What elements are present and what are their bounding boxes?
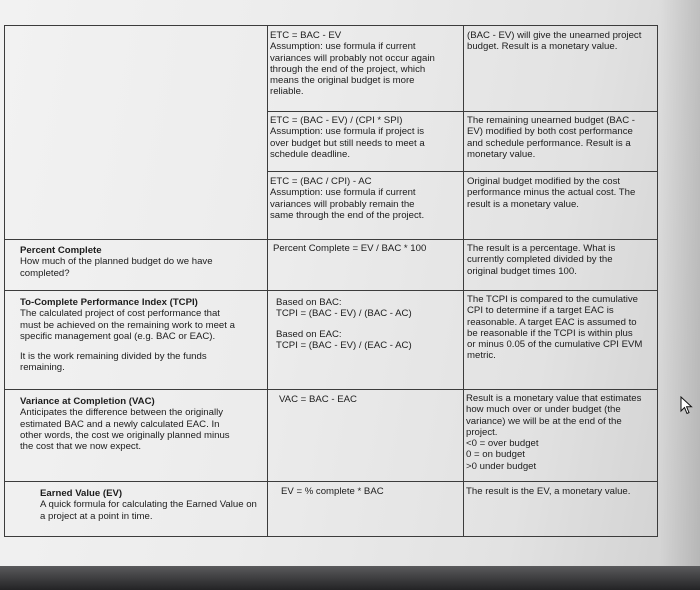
row-divider-6 (4, 481, 658, 482)
etc-assumption-line: same through the end of the project. (270, 209, 425, 221)
row-divider-1 (267, 111, 658, 112)
etc-assumption-line: variances will probably remain the (270, 198, 415, 210)
description-line: Anticipates the difference between the originally (20, 407, 224, 419)
result-line: currently completed divided by the (467, 254, 613, 266)
result-line: The result is a percentage. What is (467, 243, 616, 254)
etc-formula-3: ETC = (BAC / CPI) - AC (270, 176, 372, 187)
etc-assumption-line: reliable. (270, 86, 304, 98)
etc-assumption-line: schedule deadline. (270, 148, 351, 160)
percent-complete-result-cell (467, 243, 657, 277)
etc-formula-2-cell (270, 115, 462, 160)
tcpi-result-cell (467, 294, 657, 362)
result-line: or minus 0.05 of the cumulative CPI EVM (467, 339, 643, 351)
mouse-cursor-icon (680, 396, 694, 416)
etc-assumption-line: Assumption: use formula if current (270, 41, 416, 53)
percent-complete-formula: Percent Complete = EV / BAC * 100 (273, 243, 427, 254)
result-line: The TCPI is compared to the cumulative (467, 294, 638, 305)
result-line: budget. Result is a monetary value. (467, 41, 618, 53)
ev-title: Earned Value (EV) (40, 488, 123, 499)
row-divider-5 (4, 389, 658, 390)
row-divider-4 (4, 290, 658, 291)
description-line: specific management goal (e.g. BAC or EAC). (20, 330, 216, 342)
etc-assumption-line: over budget but still needs to meet a (270, 137, 425, 149)
etc-result-2-cell (467, 115, 657, 160)
description-line: It is the work remaining divided by the funds (20, 351, 207, 363)
ev-formula-cell (281, 486, 463, 497)
etc-assumption-line: Assumption: use formula if current (270, 187, 416, 199)
ev-formula: EV = % complete * BAC (281, 486, 384, 497)
description-line: remaining. (20, 362, 65, 374)
ev-cell (40, 488, 266, 522)
result-line: 0 = on budget (466, 449, 525, 461)
etc-assumption-line: means the original budget is more (270, 75, 415, 87)
description-line: completed? (20, 267, 70, 279)
result-line: CPI to determine if a target EAC is (467, 305, 614, 317)
etc-formula-3-cell (270, 176, 462, 221)
etc-formula-1: ETC = BAC - EV (270, 30, 342, 41)
result-line: project. (466, 426, 498, 438)
etc-result-1-cell (467, 30, 657, 53)
percent-complete-cell (20, 245, 266, 279)
tcpi-title: To-Complete Performance Index (TCPI) (20, 297, 198, 308)
result-line: metric. (467, 350, 496, 362)
etc-formula-2: ETC = (BAC - EV) / (CPI * SPI) (270, 115, 403, 126)
percent-complete-title: Percent Complete (20, 245, 102, 256)
description-line: the cost that we now expect. (20, 441, 142, 453)
result-line: reasonable. A target EAC is assumed to (467, 316, 637, 328)
vac-cell (20, 396, 266, 452)
ev-result-cell (466, 486, 657, 497)
tcpi-cell (20, 297, 266, 374)
result-line: EV) modified by both cost performance (467, 126, 633, 138)
description-line: The calculated project of cost performance that (20, 308, 220, 320)
row-divider-2 (267, 171, 658, 172)
tcpi-bac-formula: TCPI = (BAC - EV) / (BAC - AC) (276, 308, 412, 320)
result-line: be reasonable if the TCPI is within plus (467, 327, 633, 339)
description-line: other words, the cost we originally planned minus (20, 429, 230, 441)
spacer (20, 342, 266, 351)
result-line: Original budget modified by the cost (467, 176, 621, 187)
result-line: result is a monetary value. (467, 198, 579, 210)
result-line: The remaining unearned budget (BAC - (467, 115, 635, 126)
result-line: Result is a monetary value that estimates (466, 393, 642, 404)
tcpi-formula-cell (276, 297, 462, 351)
table-border-top (4, 25, 658, 26)
description-line: estimated BAC and a newly calculated EAC. In (20, 418, 220, 430)
tcpi-eac-label: Based on EAC: (276, 328, 342, 340)
description-line: a project at a point in time. (40, 510, 153, 522)
spacer (276, 320, 462, 329)
result-line: >0 under budget (466, 460, 537, 472)
percent-complete-formula-cell (273, 243, 463, 254)
description-line: A quick formula for calculating the Earned Value on (40, 499, 257, 511)
table-border-bottom (4, 536, 658, 537)
tcpi-bac-label: Based on BAC: (276, 297, 342, 308)
vac-formula-cell (279, 394, 463, 405)
description-line: How much of the planned budget do we have (20, 256, 213, 268)
description-line: must be achieved on the remaining work to meet a (20, 319, 235, 331)
column-divider-2 (463, 25, 464, 537)
column-divider-1 (267, 25, 268, 537)
result-line: and schedule performance. Result is a (467, 137, 631, 149)
result-line: performance minus the actual cost. The (467, 187, 636, 199)
table-border-left (4, 25, 5, 537)
etc-assumption-line: Assumption: use formula if project is (270, 126, 425, 138)
result-line: original budget times 100. (467, 265, 577, 277)
vac-title: Variance at Completion (VAC) (20, 396, 155, 407)
table-border-right (657, 25, 658, 537)
result-line: monetary value. (467, 148, 536, 160)
result-line: The result is the EV, a monetary value. (466, 486, 631, 497)
vac-result-cell (466, 393, 657, 472)
vac-formula: VAC = BAC - EAC (279, 394, 357, 405)
etc-result-3-cell (467, 176, 657, 210)
photo-bottom-edge (0, 566, 700, 590)
etc-assumption-line: variances will probably not occur again (270, 52, 435, 64)
row-divider-3 (4, 239, 658, 240)
etc-assumption-line: through the end of the project, which (270, 63, 426, 75)
tcpi-eac-formula: TCPI = (BAC - EV) / (EAC - AC) (276, 339, 412, 351)
etc-formula-1-cell (270, 30, 462, 98)
result-line: <0 = over budget (466, 438, 539, 450)
result-line: variance) we will be at the end of the (466, 415, 622, 427)
result-line: (BAC - EV) will give the unearned project (467, 30, 642, 41)
result-line: how much over or under budget (the (466, 404, 621, 416)
